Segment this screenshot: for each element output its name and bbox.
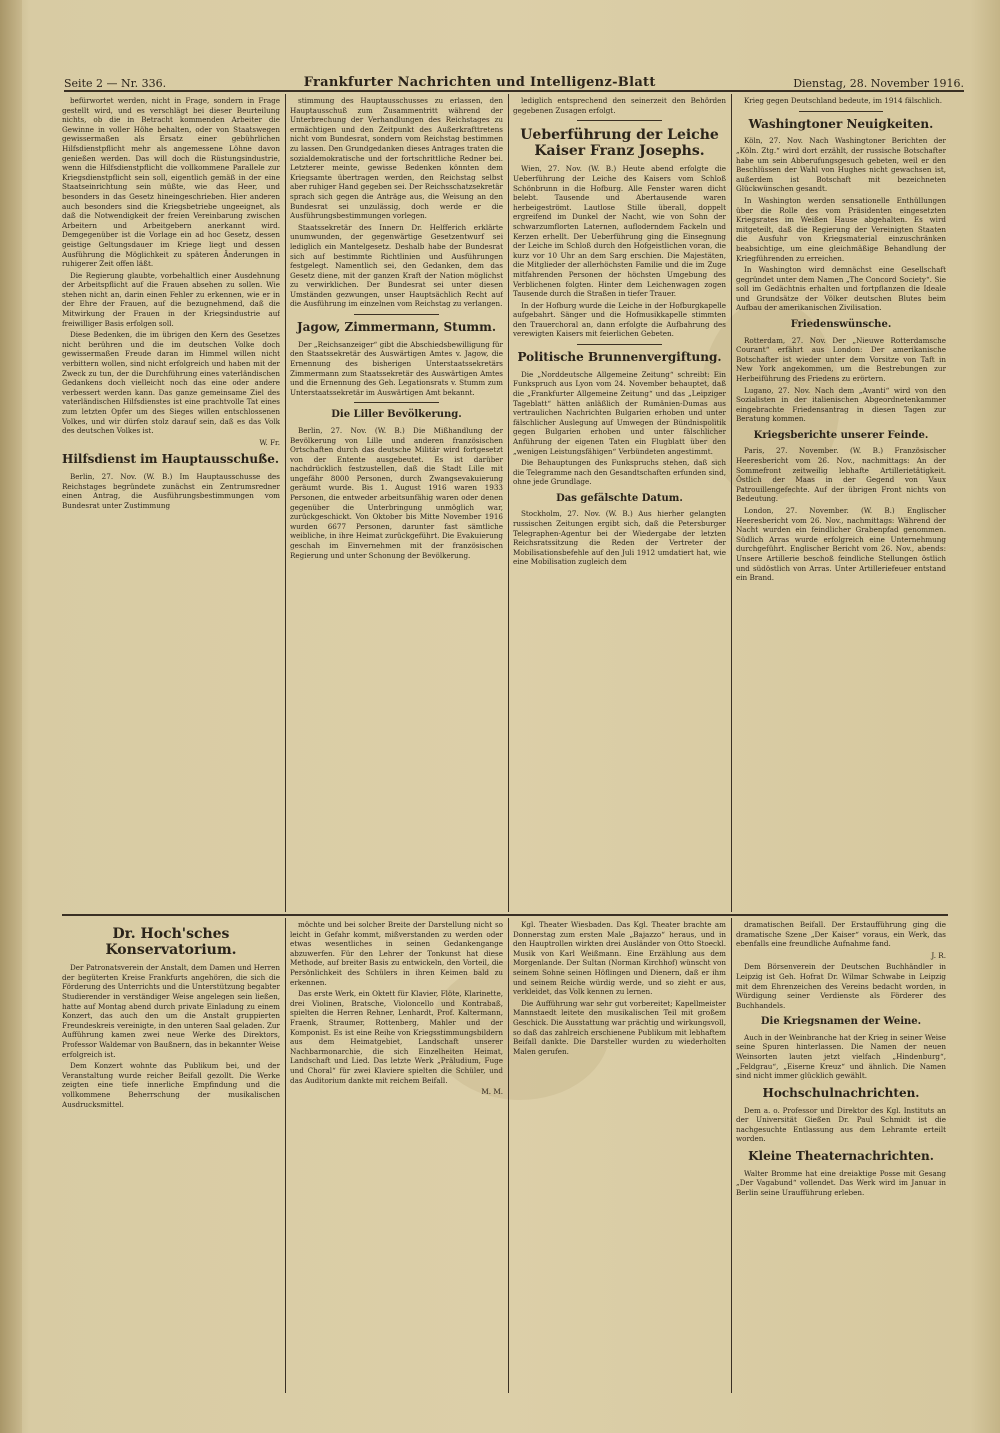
column-3 xyxy=(513,96,726,910)
page-binding-edge xyxy=(0,0,22,1433)
lower-column-3 xyxy=(513,920,726,1390)
article-text: In der Hofburg wurde die Leiche in der Hofburgkapelle aufgebahrt. Sänger und die Hofmusikkapelle stimmten den Trauerchoral an, dann erfolgte die Aufbahrung des verewigten Kaisers mit feierlichen Gebeten. xyxy=(513,300,726,339)
column-1 xyxy=(62,96,280,910)
article-text: In Washington werden sensationelle Enthüllungen über die Rolle des vom Präsidenten eingesetzten Kriegsrates im Weißen Hause abgehalten. Es wird mitgeteilt, daß die Regierung der Vereinigten Staaten die Ausfuhr von Kriegsmaterial einzuschränken beabsichtige, um eine gleichmäßige Behandlung der Kriegführenden zu erreichen. xyxy=(736,195,946,263)
article-heading: Das gefälschte Datum. xyxy=(556,492,683,504)
article-text: Der Patronatsverein der Anstalt, dem Damen und Herren der begüterten Kreise Frankfurts angehören, die sich die Förderung des Unterrichts und die Unterstützung begabter Studierender in verständiger Weise angelegen sein ließen, hatte auf Montag abend durch private Einladung zu einem Konzert, das auch den um die Anstalt gruppierten Freundeskreis vereinigte, in den unteren Saal geladen. Zur Aufführung kamen zwei neue Werke des Direktors, Professor Waldemar von Baußnern, das in bekannter Weise erfolgreich ist. xyxy=(62,963,280,1059)
article-heading: Hochschulnachrichten. xyxy=(762,1085,920,1100)
column-rule xyxy=(731,918,732,1393)
article-heading: Dr. Hoch'sches Konservatorium. xyxy=(105,926,237,959)
lower-column-2 xyxy=(290,920,503,1390)
article-text: London, 27. November. (W. B.) Englischer Heeresbericht vom 26. Nov., nachmittags: Während der Nacht wurden ein feindlicher Grabenpfad genommen. Südlich Arras wurde erfolgreich eine Unternehmung durchgeführt. Englischer Bericht vom 26. Nov., abends: Unsere Artillerie beschoß feindliche Stellungen östlich und südöstlich von Arras. Unter Artilleriefeuer entstand ein Brand. xyxy=(736,505,946,583)
author-signature: M. M. xyxy=(481,1087,503,1097)
article-heading: Kriegsberichte unserer Feinde. xyxy=(753,429,929,441)
article-text: Walter Bromme hat eine dreiaktige Posse mit Gesang „Der Vagabund“ vollendet. Das Werk wird im Januar in Berlin seine Uraufführung erleben. xyxy=(736,1168,946,1197)
section-divider xyxy=(354,314,439,315)
article-heading: Friedenswünsche. xyxy=(790,319,892,331)
column-4 xyxy=(736,96,946,910)
article-heading: Ueberführung der Leiche Kaiser Franz Josephs. xyxy=(520,127,719,160)
article-text: Die Aufführung war sehr gut vorbereitet; Kapellmeister Mannstaedt leitete den musikalischen Teil mit großem Geschick. Die Ausstattung war prächtig und wirkungsvoll, so daß das zahlreich erschienene Publikum mit lebhaftem Beifall dankte. Die Darsteller wurden zu wiederholten Malen gerufen. xyxy=(513,998,726,1056)
article-heading: Jagow, Zimmermann, Stumm. xyxy=(296,320,496,335)
issue-date: Dienstag, 28. November 1916. xyxy=(793,77,964,90)
article-heading: Washingtoner Neuigkeiten. xyxy=(748,116,934,131)
article-text: dramatischen Beifall. Der Erstaufführung ging die dramatische Szene „Der Kaiser“ voraus, ein Werk, das ebenfalls eine freundliche Aufnahme fand. xyxy=(736,920,946,949)
article-heading: Kleine Theaternachrichten. xyxy=(748,1148,934,1163)
article-text: Dem a. o. Professor und Direktor des Kgl. Instituts an der Universität Gießen Dr. Paul Schmidt ist die nachgesuchte Entlassung aus dem Lehramte erteilt worden. xyxy=(736,1105,946,1144)
lower-column-1 xyxy=(62,920,280,1390)
column-rule xyxy=(285,94,286,912)
article-text: stimmung des Hauptausschusses zu erlassen, den Hauptausschuß zum Zusammentritt während der Unterbrechung der Verhandlungen des Reichstages zu ermächtigen und den Zeitpunkt des Außerkrafttretens nicht vom Bundesrat, sondern vom Reichstag bestimmen zu lassen. Den Grundgedanken dieses Antrages traten die sozialdemokratische und der fortschrittliche Redner bei. Letzterer meinte, gewisse Bedenken könnten dem Kriegsamte übertragen werden, den Reichstag selbst aber ruhiger Hand gegeben sei. Der Reichsschatzsekretär sprach sich gegen die Anträge aus, die Weisung an den Bundesrat sei unzulässig, doch werde er die Ausführungsbestimmungen vorlegen. xyxy=(290,96,503,221)
column-rule xyxy=(508,918,509,1393)
article-text: Paris, 27. November. (W. B.) Französischer Heeresbericht vom 26. Nov., nachmittags: An der Sommefront zeitweilig lebhafte Artillerietätigkeit. Östlich der Maas in der Gegend von Vaux Patrouillengefechte. Auf der übrigen Front nichts von Bedeutung. xyxy=(736,446,946,504)
article-text: Rotterdam, 27. Nov. Der „Nieuwe Rotterdamsche Courant“ erfährt aus London: Der amerikanische Botschafter ist wieder unter dem Vorsitze von Taft in New York angekommen, um die Bestrebungen zur Herbeiführung des Friedens zu erörtern. xyxy=(736,335,946,383)
article-text: Die Behauptungen des Funkspruchs stehen, daß sich die Telegramme nach den Gesandtschaften erfunden sind, ohne jede Grundlage. xyxy=(513,458,726,487)
article-text: Auch in der Weinbranche hat der Krieg in seiner Weise seine Spuren hinterlassen. Die Namen der neuen Weinsorten lauten jetzt vielfach „Hindenburg“, „Feldgrau“, „Eiserne Kreuz“ und ähnlich. Die Namen sind nicht immer glücklich gewählt. xyxy=(736,1032,946,1081)
article-text: Berlin, 27. Nov. (W. B.) Die Mißhandlung der Bevölkerung von Lille und anderen französischen Ortschaften durch das deutsche Militär wird fortgesetzt von der Entente ausgebeutet. Es ist darüber nachdrücklich festzustellen, daß die Stadt Lille mit ungefähr 8000 Personen, durch Zwangsevakuierung geräumt wurde. Bis 1. August 1916 waren 1933 Personen, die entweder arbeitsunfähig waren oder denen gegenüber die Unterbringung unmöglich war, zurückgeschickt. Von Oktober bis Mitte November 1916 wurden 6677 Personen, darunter fast sämtliche weibliche, in ihre Heimat zurückgeführt. Die Evakuierung geschah im Einvernehmen mit der französischen Regierung und unter Schonung der Bevölkerung. xyxy=(290,425,503,560)
article-text: Diese Bedenken, die im übrigen den Kern des Gesetzes nicht berühren und die im deutschen Volke doch gewissermaßen Freude daran im Himmel willen nicht verbittern wollen, sind nicht erfolgreich und haben mit der Zweck zu tun, der die Durchführung eines vaterländischen Gedankens doch vielleicht noch das eine oder andere verbessert werden kann. Das ganze gemeinsame Ziel des vaterländischen Hilfsdienstes ist eine prachtvolle Tat eines zum letzten Opfer um des Sieges willen entschlossenen Volkes, und wir dürfen stolz darauf sein, daß es das Volk des deutschen Volkes ist. xyxy=(62,330,280,436)
section-divider xyxy=(354,402,439,403)
column-rule xyxy=(285,918,286,1393)
article-heading: Hilfsdienst im Hauptausschuße. xyxy=(62,452,280,467)
column-2 xyxy=(290,96,503,910)
newspaper-title: Frankfurter Nachrichten und Intelligenz-Blatt xyxy=(303,75,656,90)
article-text: Die „Norddeutsche Allgemeine Zeitung“ schreibt: Ein Funkspruch aus Lyon vom 24. November behauptet, daß die „Frankfurter Allgemeine Zeitung“ und das „Leipziger Tageblatt“ hätten anläßlich der Rumänien-Dumas aus vertraulichen Nachrichten Bulgarien erhoben und unter fälschlicher Auslegung auf Umwegen der Bündnispolitik gegen Bulgarien erhoben und unter fälschlicher Anführung der eigenen Taten ein Flugblatt über den „wenigen Leistungsfähigen“ Verbündeten angestimmt. xyxy=(513,369,726,456)
article-text: lediglich entsprechend den seinerzeit den Behörden gegebenen Zusagen erfolgt. xyxy=(513,96,726,115)
article-text: Lugano, 27. Nov. Nach dem „Avanti“ wird von den Sozialisten in der italienischen Abgeordnetenkammer eingebrachte Friedensantrag in diesen Tagen zur Beratung kommen. xyxy=(736,385,946,424)
article-text: Stockholm, 27. Nov. (W. B.) Aus hierher gelangten russischen Zeitungen ergibt sich, daß die Petersburger Telegraphen-Agentur bei der Wiedergabe der letzten Reichsratssitzung die Reden der Vertreter der Mobilisationsbefehle auf den Juli 1912 umdatiert hat, wie eine Mobilisation zugleich dem xyxy=(513,509,726,567)
feuilleton-divider xyxy=(62,914,948,916)
article-text: möchte und bei solcher Breite der Darstellung nicht so leicht in Gefahr kommt, mißverstanden zu werden oder etwas wesentliches in seinen Gedankengange abzuwerfen. Für den Lehrer der Tonkunst hat diese Methode, auf breiter Basis zu entwickeln, den Vorteil, die Persönlichkeit des Schülers in ihren Keimen bald zu erkennen. xyxy=(290,920,503,987)
article-text: Der „Reichsanzeiger“ gibt die Abschiedsbewilligung für den Staatssekretär des Auswärtigen Amtes v. Jagow, die Ernennung des bisherigen Unterstaatssekretärs Zimmermann zum Staatssekretär des Auswärtigen Amtes und die Ernennung des Geh. Legationsrats v. Stumm zum Unterstaatssekretär im Auswärtigen Amt bekannt. xyxy=(290,339,503,397)
article-text: In Washington wird demnächst eine Gesellschaft gegründet unter dem Namen „The Concord Society“. Sie soll im Gedächtnis erhalten und fortpflanzen die Ideale und Grundsätze der Völker deutschen Blutes beim Aufbau der amerikanischen Zivilisation. xyxy=(736,265,946,313)
article-text: Köln, 27. Nov. Nach Washingtoner Berichten der „Köln. Ztg.“ wird dort erzählt, der russische Botschafter habe um sein Abberufungsgesuch gebeten, weil er den Beschlüssen der Wahl von Hughes nicht gewachsen ist, außerdem ist Botschaft mit bezeichneten Glückwünschen gesandt. xyxy=(736,136,946,194)
article-text: befürwortet werden, nicht in Frage, sondern in Frage gestellt wird, und es verschlägt bei dieser Beurteilung nichts, ob die in Betracht kommenden Arbeiter die Gewinne in voller Höhe behalten, oder von Staatswegen gewissermaßen als Ersatz einer gebührlichen Hilfsdienstpflicht mehr als angemessene Löhne davon genießen werden. Das will doch die Rüstungsindustrie, wenn die Hilfsdienstpflicht die vollkommene Parallele zur Kriegsdienstpflicht sein soll, eigentlich gemäß in der eine Staatseinrichtung sein müßte, wie das Heer, und besonders in das Gesetz hineingeschrieben. Hier anderen auch besonders sind die Kriegsbetriebe ungeeignet, als daß die Notwendigkeit der freien Vereinbarung zwischen Arbeitern und Arbeitgebern anerkannt wird. Demgegenüber ist die Vorlage ein ad hoc Gesetz, dessen geistige Geltungsdauer im Kriege liegt und dessen Ausführung die Möglichkeit zu späteren Änderungen in ruhigerer Zeit offen läßt. xyxy=(62,96,280,269)
article-heading: Die Kriegsnamen der Weine. xyxy=(760,1016,922,1028)
page-number: Seite 2 — Nr. 336. xyxy=(64,77,167,90)
article-text: Die Regierung glaubte, vorbehaltlich einer Ausdehnung der Arbeitspflicht auf die Frauen absehen zu sollen. Wie stehen nicht an, darin einen Fehler zu erkennen, wie er in der Ehre der Frauen, auf die bezugnehmend, daß die Mitwirkung der Frauen in der Kriegsindustrie auf freiwilliger Basis erfolgen soll. xyxy=(62,270,280,328)
article-text: Staatssekretär des Innern Dr. Helfferich erklärte unumwunden, der gegenwärtige Gesetzentwurf sei lediglich ein Mantelgesetz. Deshalb habe der Bundesrat sich auf bestimmte Richtlinien und Ausführungen festgelegt. Namentlich sei, den Gedanken, dem das Gesetz diene, mit der ganzen Kraft der Nation möglichst zu verwirklichen. Der Bundesrat sei unter diesen Umständen gezwungen, unser Hauptsächlich Recht auf die Ausführung im einzelnen vom Reichstag zu verlangen. xyxy=(290,222,503,309)
column-rule xyxy=(508,94,509,912)
section-divider xyxy=(799,111,883,112)
article-text: Krieg gegen Deutschland bedeute, im 1914 fälschlich. xyxy=(744,96,942,105)
page-header xyxy=(64,68,964,92)
column-rule xyxy=(731,94,732,912)
article-text: Kgl. Theater Wiesbaden. Das Kgl. Theater brachte am Donnerstag zum ersten Male „Bajazzo“ heraus, und in den Hauptrollen wirkten drei Ausländer von Otto Stoeckl. Musik von Karl Weißmann. Eine Erzählung aus dem Morgenlande. Der Sultan (Norman Kirchhof) wünscht von seinem Sohne seinen Höflingen und Dienern, daß er ihm und seinem Reiche würdig werde, und so zieht er aus, verkleidet, das Volk kennen zu lernen. xyxy=(513,920,726,997)
author-signature: W. Fr. xyxy=(259,437,280,447)
article-text: Dem Börsenverein der Deutschen Buchhändler in Leipzig ist Geh. Hofrat Dr. Wilmar Schwabe in Leipzig mit dem Ehrenzeichen des Vereins bedacht worden, in Würdigung seiner Verdienste als Förderer des Buchhandels. xyxy=(736,962,946,1010)
article-text: Berlin, 27. Nov. (W. B.) Im Hauptausschusse des Reichstages begründete zunächst ein Zentrumsredner einen Antrag, die Ausführungsbestimmungen vom Bundesrat unter Zustimmung xyxy=(62,472,280,510)
section-divider xyxy=(577,344,662,345)
article-heading: Politische Brunnenvergiftung. xyxy=(517,350,722,365)
article-text: Wien, 27. Nov. (W. B.) Heute abend erfolgte die Ueberführung der Leiche des Kaisers vom Schloß Schönbrunn in die Hofburg. Alle Fenster waren dicht belebt. Tausende und Abertausende waren herbeigeströmt. Lautlose Stille überall, doppelt ergreifend im Dunkel der Nacht, wie von Sohn der schwarzumflorten Laternen, aufloderndem Fackeln und Kerzen erhellt. Der Ueberführung ging die Einsegnung der Leiche im Schloß durch den Hofgeistlichen voran, die kurz vor 10 Uhr an dem Sarg erschien. Die Majestäten, die Mitglieder der allerhöchsten Familie und die im Zuge mitfahrenden Personen der höchsten Umgebung des Verblichenen folgten. Hinter dem Leichenwagen zogen Tausende durch die Straßen in tiefer Trauer. xyxy=(513,164,726,299)
article-text: Dem Konzert wohnte das Publikum bei, und der Veranstaltung wurde reicher Beifall gezollt. Die Werke zeigten eine tiefe innerliche Empfindung und die vollkommene Beherrschung der musikalischen Ausdrucksmittel. xyxy=(62,1061,280,1109)
author-signature: J. R. xyxy=(931,950,946,960)
article-heading: Die Liller Bevölkerung. xyxy=(331,409,462,421)
article-text: Das erste Werk, ein Oktett für Klavier, Flöte, Klarinette, drei Violinen, Bratsche, Violoncello und Kontrabaß, spielten die Herren Rehner, Lenhardt, Prof. Kaltermann, Fraenk, Straumer, Rottenberg, Mahler und der Komponist. Es ist eine Reihe von Kriegsstimmungsbildern aus dem Heimatgebiet, Landschaft unserer Nachbarmonarchie, die sich Einzelheiten Heimat, Landschaft und Lied. Das letzte Werk „Präludium, Fuge und Choral“ für zwei Klaviere spielten die Schüler, und das Auditorium dankte mit reichem Beifall. xyxy=(290,989,503,1085)
section-divider xyxy=(577,120,662,121)
lower-column-4 xyxy=(736,920,946,1390)
